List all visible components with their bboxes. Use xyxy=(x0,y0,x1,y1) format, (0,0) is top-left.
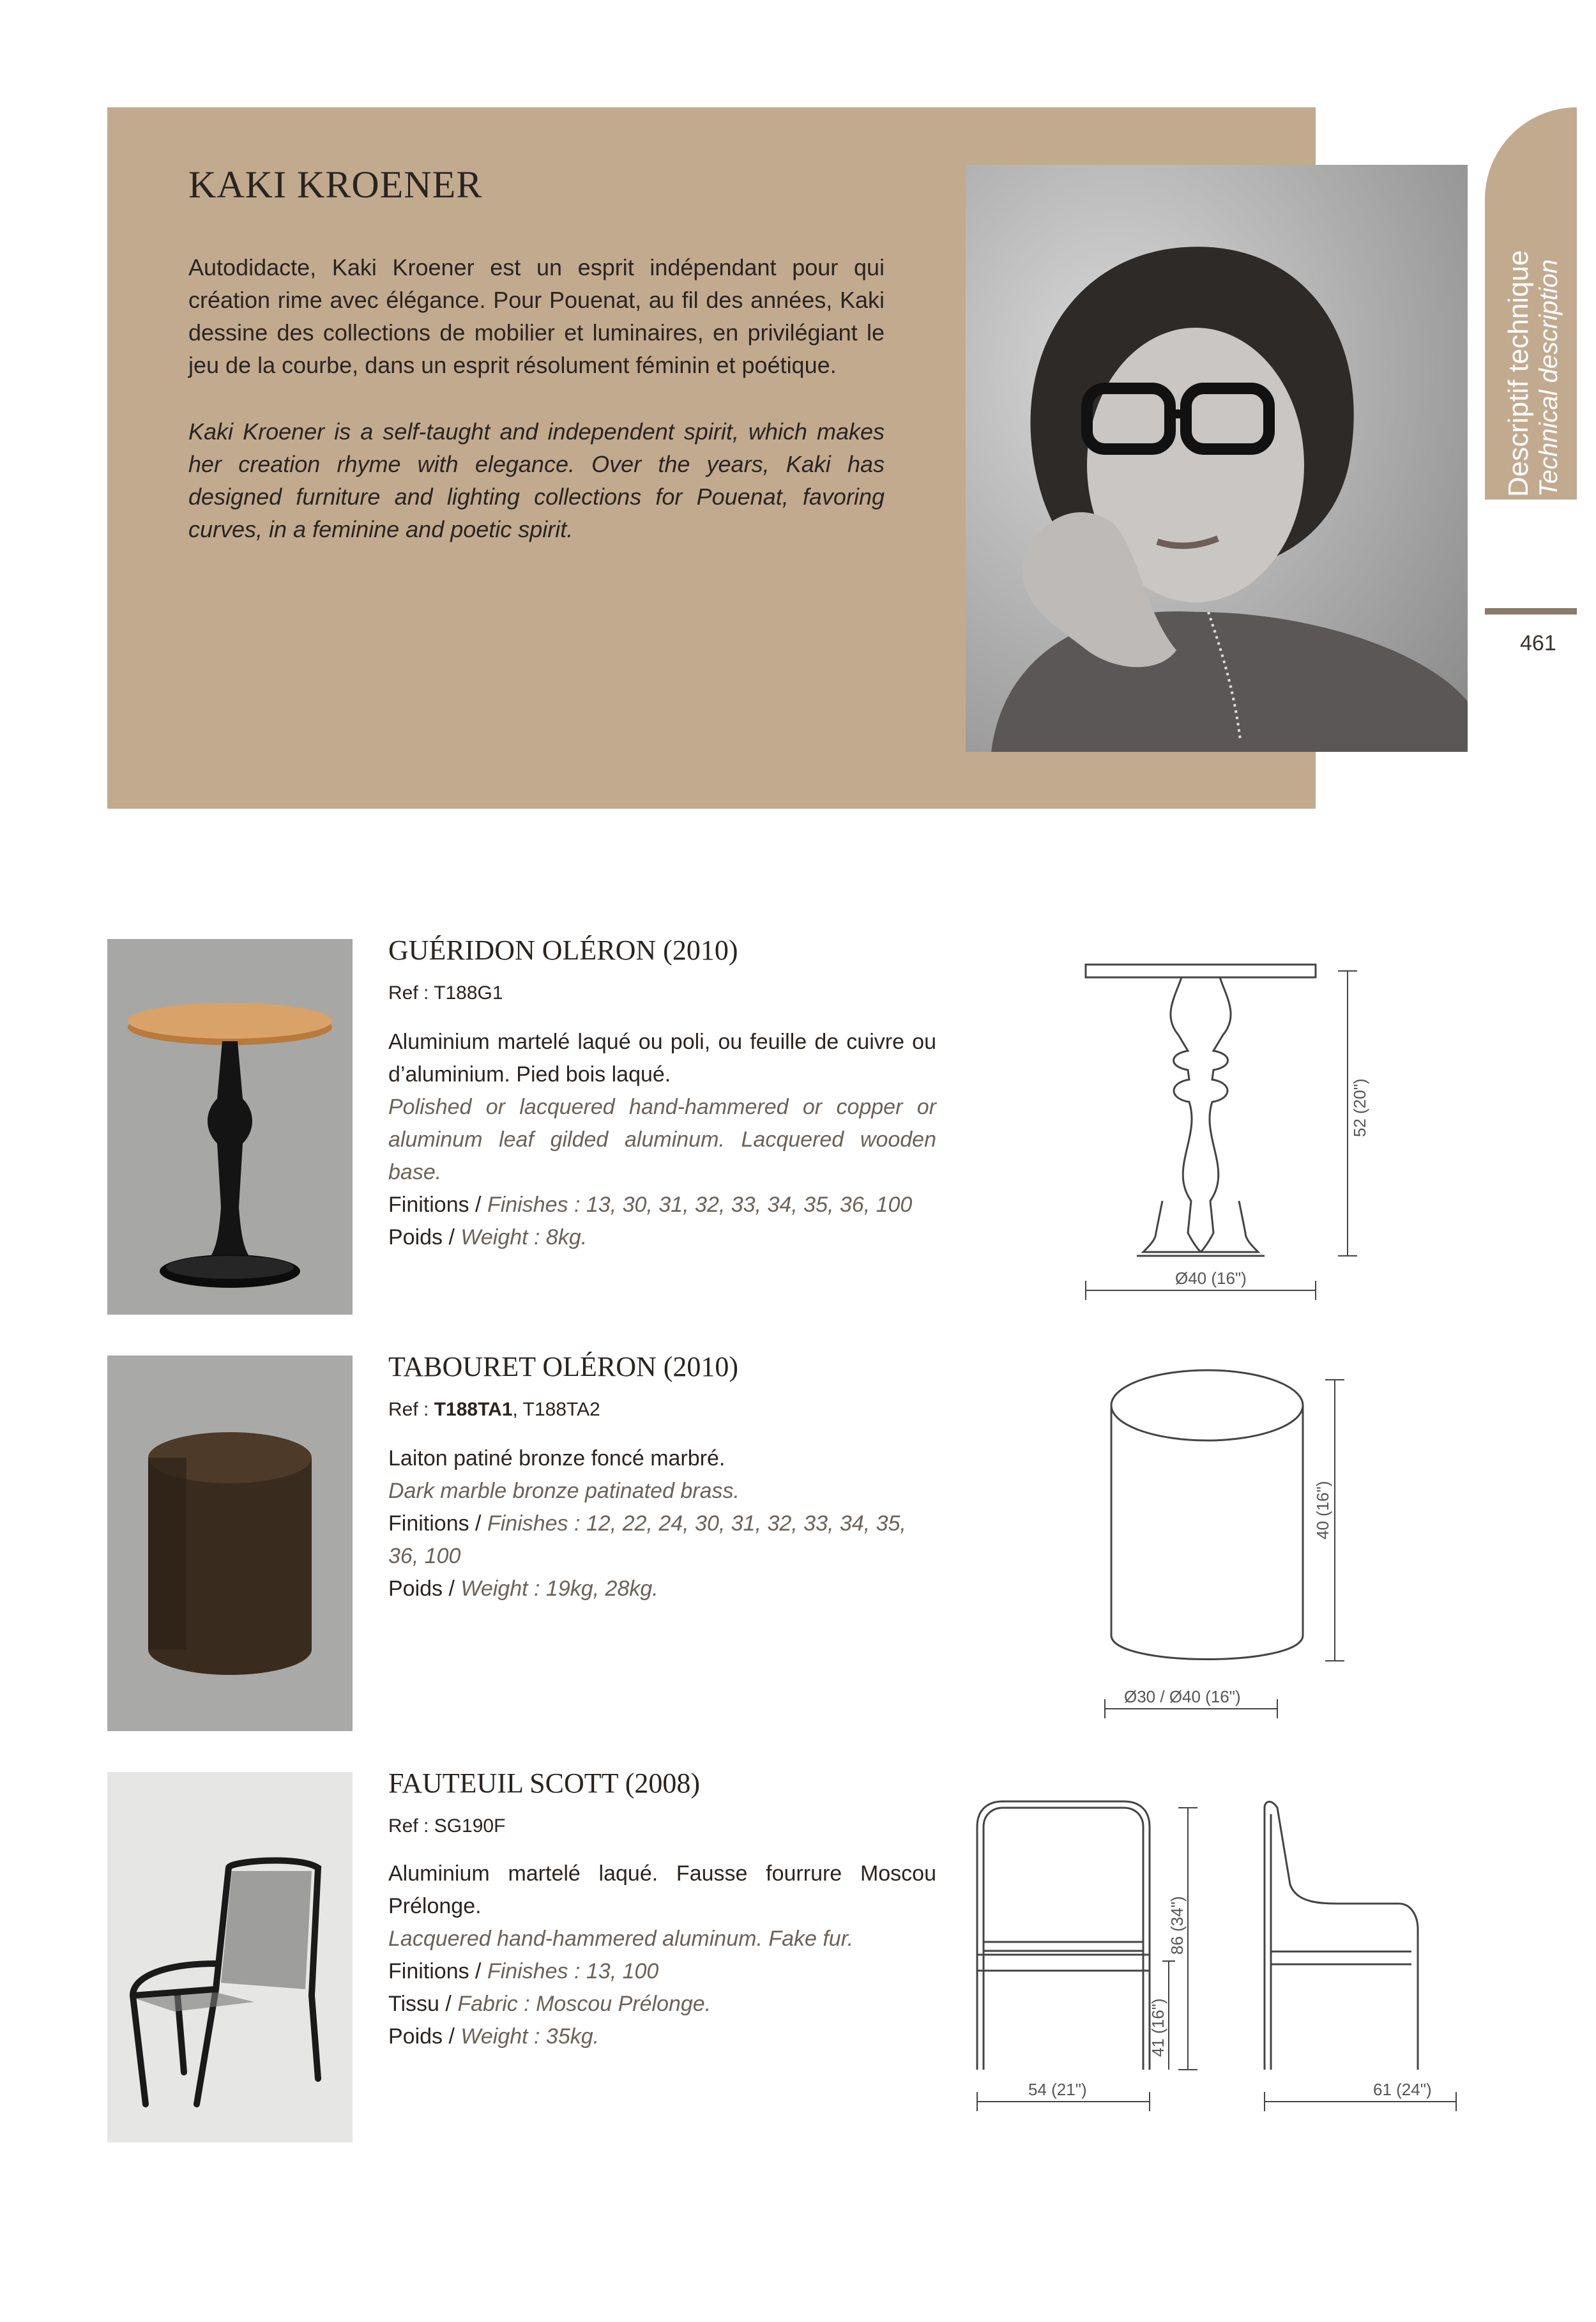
section-side-tab[interactable] xyxy=(1485,107,1577,500)
product-title-fauteuil: FAUTEUIL SCOTT (2008) xyxy=(388,1768,701,1799)
dim-width-tabouret: Ø30 / Ø40 (16") xyxy=(1124,1687,1241,1706)
technical-drawing-tabouret xyxy=(1086,1361,1367,1731)
product-ref-gueridon: Ref : T188G1 xyxy=(388,982,503,1004)
dim-width-gueridon: Ø40 (16") xyxy=(1175,1269,1247,1288)
product-title-tabouret: TABOURET OLÉRON (2010) xyxy=(388,1351,739,1382)
side-tab-title-en: Technical description xyxy=(1535,259,1563,497)
product-ref-fauteuil: Ref : SG190F xyxy=(388,1815,506,1837)
product-photo-fauteuil xyxy=(107,1772,353,2143)
designer-bio-fr: Autodidacte, Kaki Kroener est un esprit indépendant pour qui création rime avec élégance. Pour Pouenat, au fil des années, Kaki dessine des collections de mobilier et luminaires, en privilégiant le jeu de la courbe, dans un esprit résolument féminin et poétique. xyxy=(188,254,885,378)
page-number-rule xyxy=(1485,608,1577,615)
product-desc-tabouret: Laiton patiné bronze foncé marbré. Dark marble bronze patinated brass. Finitions / Finishes : 12, 22, 24, 30, 31, 32, 33, 34, 35, 36, 100 Poids / Weight : 19kg, 28kg. xyxy=(388,1442,936,1605)
designer-bio-en: Kaki Kroener is a self-taught and independent spirit, which makes her creation rhyme with elegance. Over the years, Kaki has designed furniture and lighting collections for Pouenat, favoring curves, in a feminine and poetic spirit. xyxy=(188,418,885,542)
product-desc-gueridon: Aluminium martelé laqué ou poli, ou feuille de cuivre ou d’aluminium. Pied bois laqué. Polished or lacquered hand-hammered or copper or aluminum leaf gilded aluminum. Lacquered wooden base. Finitions / Finishes : 13, 30, 31, 32, 33, 34, 35, 36, 100 Poids / Weight : 8kg. xyxy=(388,1026,936,1254)
page-number: 461 xyxy=(1520,631,1556,655)
product-title-gueridon: GUÉRIDON OLÉRON (2010) xyxy=(388,935,738,966)
dim-depth-fauteuil: 61 (24") xyxy=(1373,2080,1432,2099)
dim-width-fauteuil: 54 (21") xyxy=(1028,2080,1087,2099)
desc-fr: Aluminium martelé laqué ou poli, ou feuille de cuivre ou d’aluminium. Pied bois laqué. xyxy=(388,1030,936,1087)
desc-fr: Aluminium martelé laqué. Fausse fourrure Moscou Prélonge. xyxy=(388,1861,936,1918)
desc-en: Lacquered hand-hammered aluminum. Fake fur. xyxy=(388,1927,854,1951)
product-desc-fauteuil: Aluminium martelé laqué. Fausse fourrure Moscou Prélonge. Lacquered hand-hammered aluminum. Fake fur. Finitions / Finishes : 13, 100 Tissu / Fabric : Moscou Prélonge. Poids / Weight : 35kg. xyxy=(388,1858,936,2053)
dim-height-gueridon: 52 (20") xyxy=(1350,1078,1369,1137)
dim-height-fauteuil: 86 (34") xyxy=(1167,1896,1187,1955)
product-photo-tabouret xyxy=(107,1356,353,1731)
desc-fr: Laiton patiné bronze foncé marbré. xyxy=(388,1446,726,1470)
technical-drawing-fauteuil xyxy=(964,1789,1475,2121)
dim-seat-fauteuil: 41 (16") xyxy=(1148,1998,1167,2057)
product-ref-tabouret: Ref : T188TA1, T188TA2 xyxy=(388,1399,600,1420)
technical-drawing-gueridon xyxy=(1067,945,1399,1303)
designer-name: KAKI KROENER xyxy=(188,164,483,206)
product-photo-gueridon xyxy=(107,939,353,1315)
designer-portrait xyxy=(966,165,1468,752)
desc-en: Dark marble bronze patinated brass. xyxy=(388,1479,740,1503)
desc-en: Polished or lacquered hand-hammered or copper or aluminum leaf gilded aluminum. Lacquered wooden base. xyxy=(388,1095,936,1184)
side-tab-title-fr: Descriptif technique xyxy=(1503,250,1534,497)
dim-height-tabouret: 40 (16") xyxy=(1313,1481,1332,1539)
